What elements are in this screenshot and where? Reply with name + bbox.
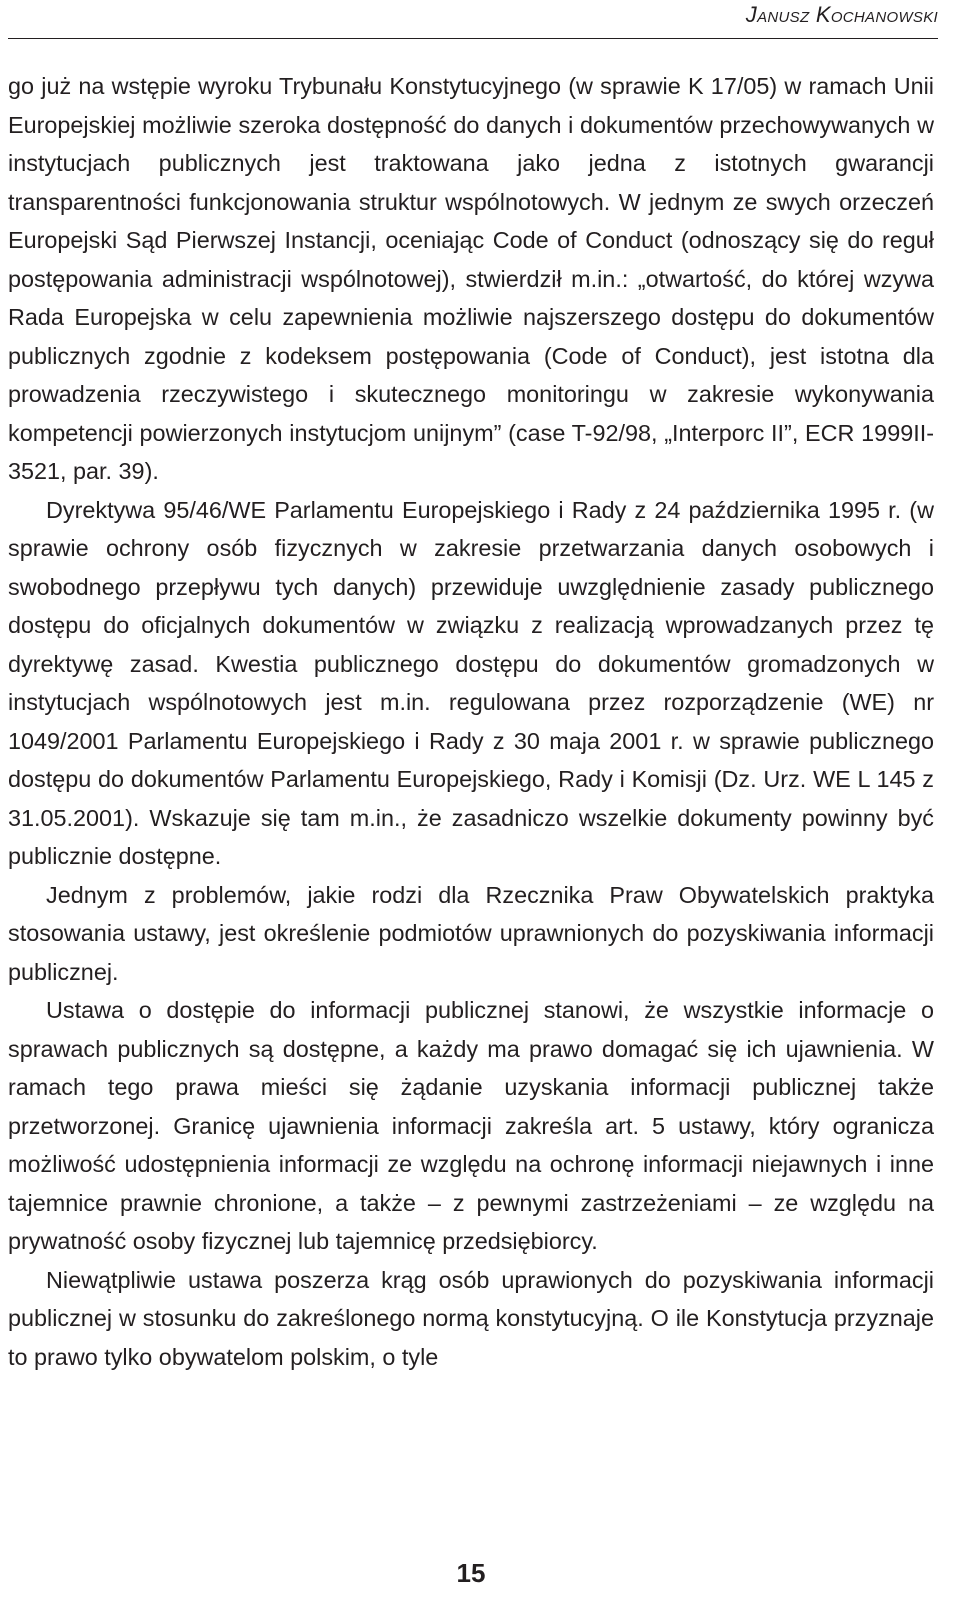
paragraph-directive: Dyrektywa 95/46/WE Parlamentu Europejskiego i Rady z 24 października 1995 r. (w sprawie ochrony osób fizycznych w zakresie przetwarzania danych osobowych i swobodnego przepływu tych danych) przewiduje uwzględnienie zasady publicznego dostępu do oficjalnych dokumentów w związku z realizacją wprowadzanych przez tę dyrektywę zasad. Kwestia publicznego dostępu do dokumentów gromadzonych w instytucjach wspólnotowych jest m.in. regulowana przez rozporządzenie (WE) nr 1049/2001 Parlamentu Europejskiego i Rady z 30 maja 2001 r. w sprawie publicznego dostępu do dokumentów Parlamentu Europejskiego, Rady i Komisji (Dz. Urz. WE L 145 z 31.05.2001). Wskazuje się tam m.in., że zasadniczo wszelkie dokumenty powinny być publicznie dostępne.: [8, 496, 934, 869]
page-number: 15: [456, 1558, 486, 1588]
running-header-author: Janusz Kochanowski: [745, 2, 938, 27]
paragraph-continuation: go już na wstępie wyroku Trybunału Konstytucyjnego (w sprawie K 17/05) w ramach Unii Europejskiej możliwie szeroka dostępność do danych i dokumentów przechowywanych w instytucjach publicznych jest traktowana jako jedna z istotnych gwarancji transparentności funkcjonowania struktur wspólnotowych. W jednym ze swych orzeczeń Europejski Sąd Pierwszej Instancji, oceniając Code of Conduct (odnoszący się do reguł postępowania administracji wspólnotowej), stwierdził m.in.: „otwartość, do której wzywa Rada Europejska w celu zapewnienia możliwie najszerszego dostępu do dokumentów publicznych zgodnie z kodeksem postępowania (Code of Conduct), jest istotna dla prowadzenia rzeczywistego i skutecznego monitoringu w zakresie wykonywania kompetencji powierzonych instytucjom unijnym” (case T-92/98, „Interporc II”, ECR 1999II-3521, par. 39).: [8, 73, 934, 484]
header-divider: [8, 38, 938, 39]
paragraph-problems: Jednym z problemów, jakie rodzi dla Rzecznika Praw Obywatelskich praktyka stosowania ustawy, jest określenie podmiotów uprawnionych do pozyskiwania informacji publicznej.: [8, 881, 934, 985]
paragraph-statute: Ustawa o dostępie do informacji publicznej stanowi, że wszystkie informacje o sprawach publicznych są dostępne, a każdy ma prawo domagać się ich ujawnienia. W ramach tego prawa mieści się żądanie uzyskania informacji publicznej także przetworzonej. Granicę ujawnienia informacji zakreśla art. 5 ustawy, który ogranicza możliwość udostępnienia informacji ze względu na ochronę informacji niejawnych i inne tajemnice prawnie chronione, a także – z pewnymi zastrzeżeniami – ze względu na prywatność osoby fizycznej lub tajemnicę przedsiębiorcy.: [8, 997, 934, 1254]
body-text: [8, 67, 934, 1376]
paragraph-scope: Niewątpliwie ustawa poszerza krąg osób uprawionych do pozyskiwania informacji publicznej w stosunku do zakreślonego normą konstytucyjną. O ile Konstytucja przyznaje to prawo tylko obywatelom polskim, o tyle: [8, 1266, 934, 1370]
